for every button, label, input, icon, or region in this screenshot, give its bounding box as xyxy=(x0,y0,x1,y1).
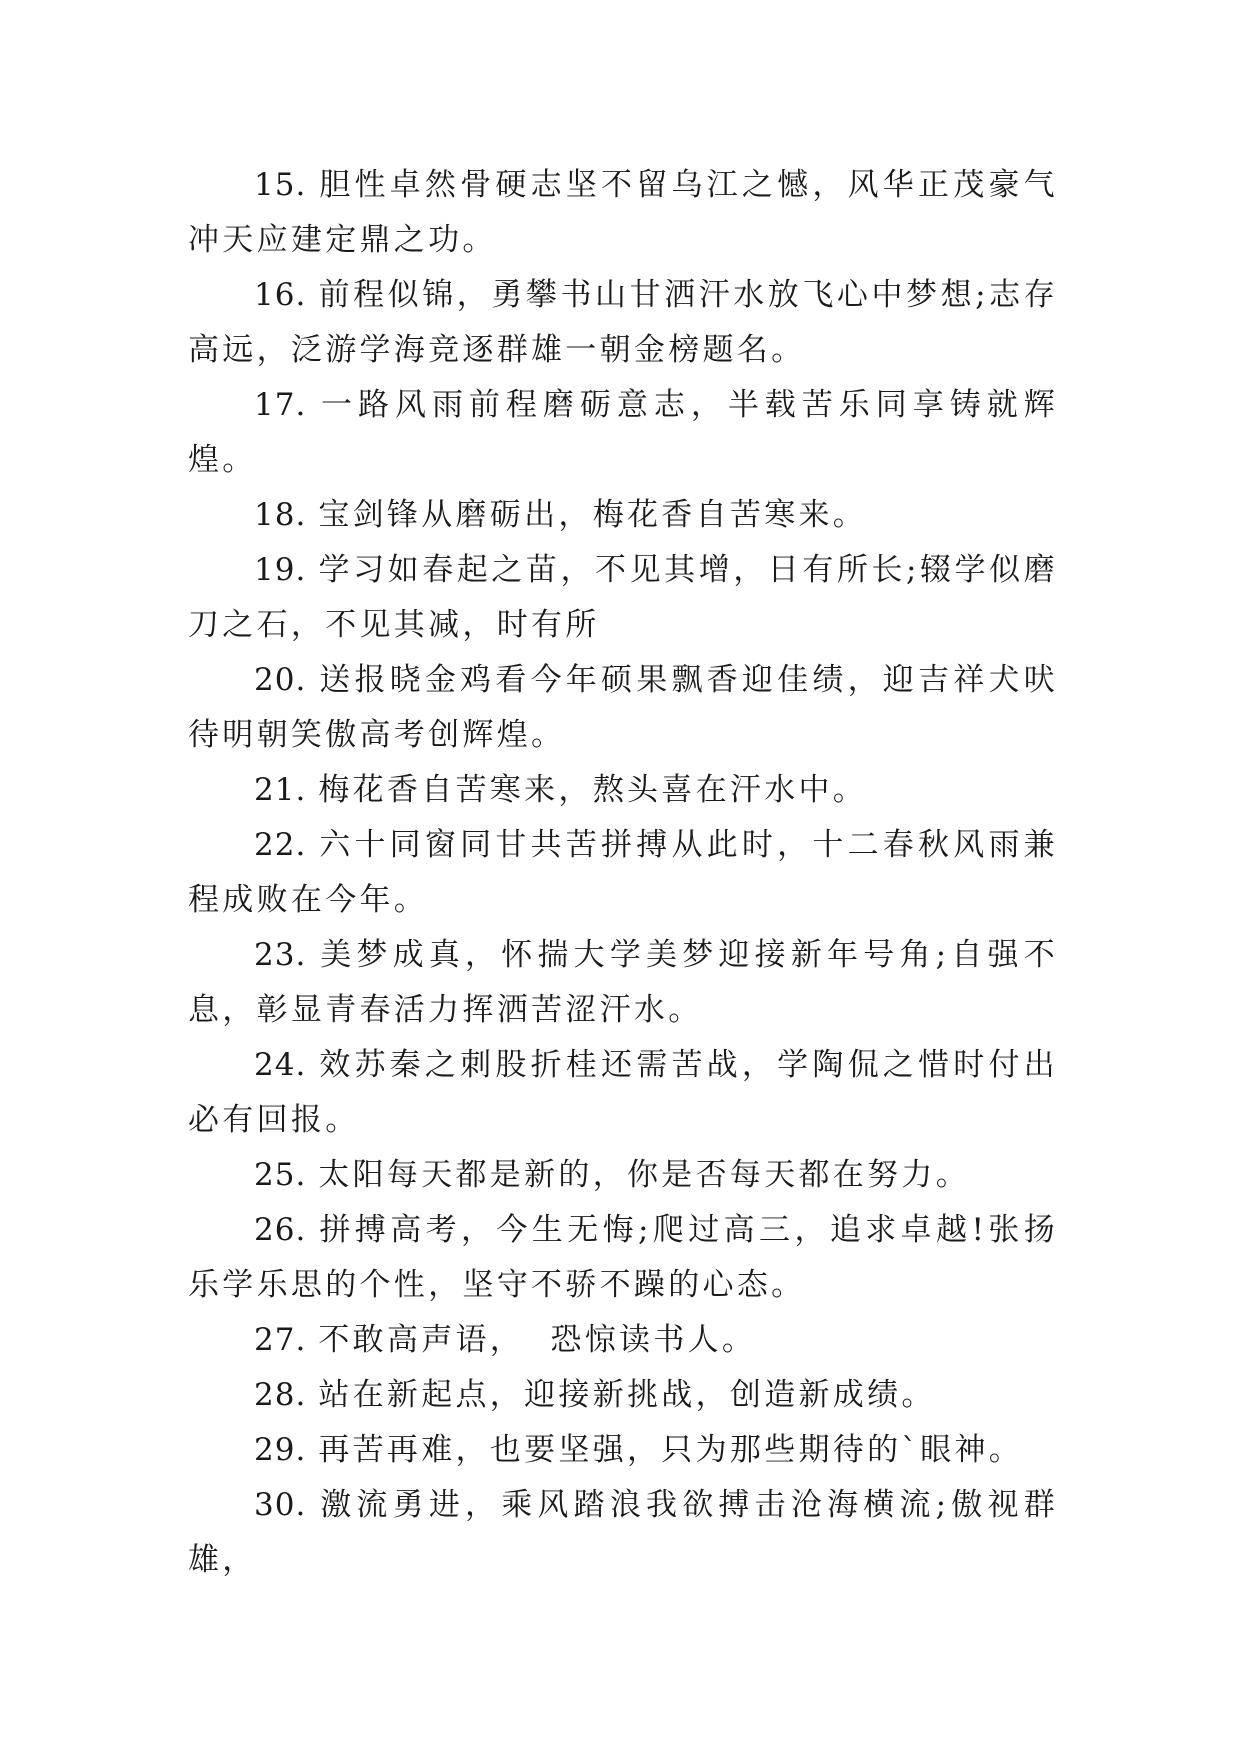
item-number: 18. xyxy=(254,497,307,533)
list-item xyxy=(188,1038,1058,1148)
item-text: 激流勇进，乘风踏浪我欲搏击沧海横流;傲视群雄， xyxy=(188,1487,1058,1578)
list-item xyxy=(188,653,1058,763)
list-item xyxy=(188,378,1058,488)
item-text: 不敢高声语， 恐惊读书人。 xyxy=(318,1322,757,1358)
item-number: 24. xyxy=(254,1047,307,1083)
item-text: 学习如春起之苗，不见其增，日有所长;辍学似磨刀之石，不见其减，时有所 xyxy=(188,552,1058,643)
item-number: 30. xyxy=(254,1487,307,1523)
item-text: 前程似锦，勇攀书山甘洒汗水放飞心中梦想;志存高远，泛游学海竞逐群雄一朝金榜题名。 xyxy=(188,277,1058,368)
item-text: 拼搏高考，今生无悔;爬过高三，追求卓越!张扬乐学乐思的个性，坚守不骄不躁的心态。 xyxy=(188,1212,1058,1303)
item-text: 太阳每天都是新的，你是否每天都在努力。 xyxy=(318,1157,971,1193)
list-item xyxy=(188,763,1058,818)
list-item xyxy=(188,268,1058,378)
item-number: 26. xyxy=(254,1212,307,1248)
item-text: 宝剑锋从磨砺出，梅花香自苦寒来。 xyxy=(318,497,868,533)
list-item xyxy=(188,1148,1058,1203)
list-item xyxy=(188,818,1058,928)
item-text: 胆性卓然骨硬志坚不留乌江之憾，风华正茂豪气冲天应建定鼎之功。 xyxy=(188,167,1058,258)
item-text: 六十同窗同甘共苦拼搏从此时，十二春秋风雨兼程成败在今年。 xyxy=(188,827,1058,918)
item-number: 15. xyxy=(254,167,307,203)
item-number: 21. xyxy=(254,772,307,808)
item-text: 美梦成真，怀揣大学美梦迎接新年号角;自强不息，彰显青春活力挥洒苦涩汗水。 xyxy=(188,937,1058,1028)
item-text: 送报晓金鸡看今年硕果飘香迎佳绩，迎吉祥犬吠待明朝笑傲高考创辉煌。 xyxy=(188,662,1058,753)
item-number: 22. xyxy=(254,827,307,863)
item-text: 一路风雨前程磨砺意志，半载苦乐同享铸就辉煌。 xyxy=(188,387,1058,478)
item-number: 16. xyxy=(254,277,307,313)
item-text: 站在新起点，迎接新挑战，创造新成绩。 xyxy=(318,1377,936,1413)
item-number: 29. xyxy=(254,1432,307,1468)
list-item xyxy=(188,1423,1058,1478)
list-item xyxy=(188,158,1058,268)
list-item xyxy=(188,543,1058,653)
document-body xyxy=(188,158,1058,1588)
item-number: 28. xyxy=(254,1377,307,1413)
list-item xyxy=(188,1313,1058,1368)
list-item xyxy=(188,928,1058,1038)
list-item xyxy=(188,488,1058,543)
item-text: 再苦再难，也要坚强，只为那些期待的`眼神。 xyxy=(318,1432,1024,1468)
list-item xyxy=(188,1203,1058,1313)
item-number: 27. xyxy=(254,1322,307,1358)
list-item xyxy=(188,1478,1058,1588)
item-number: 23. xyxy=(254,937,307,973)
item-number: 25. xyxy=(254,1157,307,1193)
item-number: 17. xyxy=(254,387,307,423)
item-number: 19. xyxy=(254,552,307,588)
list-item xyxy=(188,1368,1058,1423)
item-number: 20. xyxy=(254,662,307,698)
item-text: 梅花香自苦寒来，熬头喜在汗水中。 xyxy=(318,772,868,808)
item-text: 效苏秦之刺股折桂还需苦战，学陶侃之惜时付出必有回报。 xyxy=(188,1047,1058,1138)
